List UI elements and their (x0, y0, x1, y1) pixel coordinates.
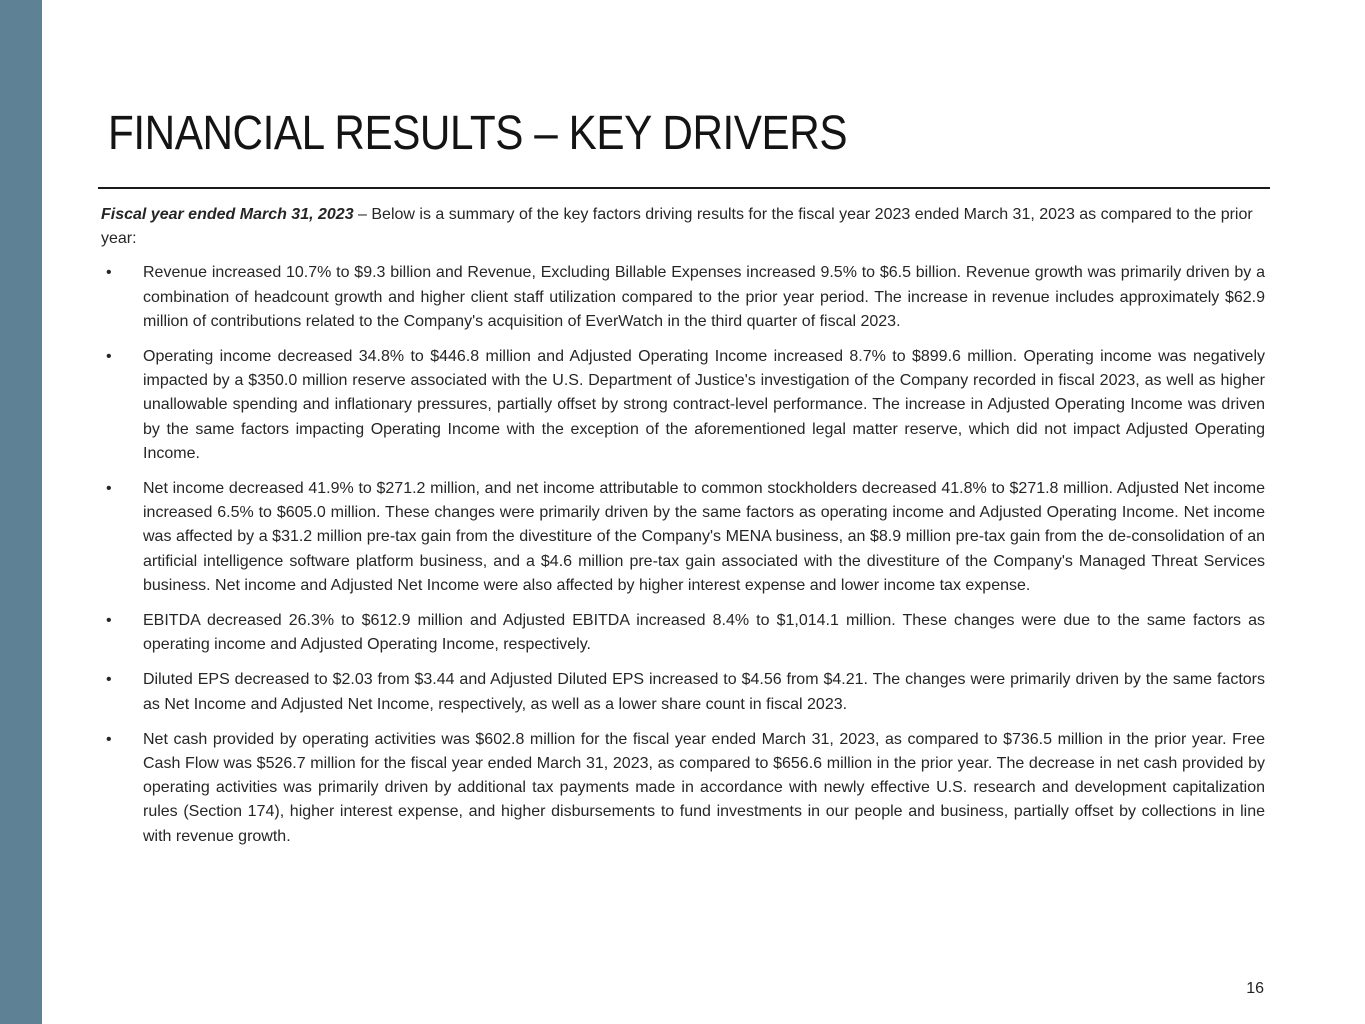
bullet-text-cash-flow: Net cash provided by operating activities was $602.8 million for the fiscal year ended March 31, 2023, as compared to $736.5 million in the prior year. Free Cash Flow was $526.7 million for the fiscal year ended March 31, 2023, as compared to $656.6 million in the prior year. The decrease in net cash provided by operating activities was primarily driven by additional tax payments made in accordance with newly effective U.S. research and development capitalization rules (Section 174), higher interest expense, and higher disbursements to fund investments in our people and business, partially offset by collections in line with revenue growth. (143, 730, 1265, 845)
title-divider (98, 187, 1270, 189)
intro-paragraph (101, 203, 1265, 251)
bullet-marker: • (106, 348, 112, 366)
bullet-text-eps: Diluted EPS decreased to $2.03 from $3.44 and Adjusted Diluted EPS increased to $4.56 from $4.21. The changes were primarily driven by the same factors as Net Income and Adjusted Net Income, respectively, as well as a lower share count in fiscal 2023. (143, 671, 1265, 713)
bullet-item-net-income (101, 477, 1265, 598)
bullet-text-net-income: Net income decreased 41.9% to $271.2 million, and net income attributable to common stockholders decreased 41.8% to $271.8 million. Adjusted Net income increased 6.5% to $605.0 million. These changes were primarily driven by the same factors as operating income and Adjusted Operating Income. Net income was affected by a $31.2 million pre-tax gain from the divestiture of the Company's MENA business, an $8.9 million pre-tax gain from the de-consolidation of an artificial intelligence software platform business, and a $4.6 million pre-tax gain associated with the divestiture of the Company's Managed Threat Services business. Net income and Adjusted Net Income were also affected by higher interest expense and lower income tax expense. (143, 480, 1265, 594)
bullet-marker: • (106, 264, 112, 282)
bullet-item-cash-flow (101, 728, 1265, 849)
bullet-marker: • (106, 480, 112, 498)
bullet-text-revenue: Revenue increased 10.7% to $9.3 billion and Revenue, Excluding Billable Expenses increased 9.5% to $6.5 billion. Revenue growth was primarily driven by a combination of headcount growth and higher client staff utilization compared to the prior year period. The increase in revenue includes approximately $62.9 million of contributions related to the Company's acquisition of EverWatch in the third quarter of fiscal 2023. (143, 264, 1265, 330)
bullet-text-operating-income: Operating income decreased 34.8% to $446.8 million and Adjusted Operating Income increased 8.7% to $899.6 million. Operating income was negatively impacted by a $350.0 million reserve associated with the U.S. Department of Justice's investigation of the Company recorded in fiscal 2023, as well as higher unallowable spending and inflationary pressures, partially offset by strong contract-level performance. The increase in Adjusted Operating Income was driven by the same factors impacting Operating Income with the exception of the aforementioned legal matter reserve, which did not impact Adjusted Operating Income. (143, 348, 1265, 462)
accent-side-bar (0, 0, 42, 1024)
slide-title: FINANCIAL RESULTS – KEY DRIVERS (108, 107, 848, 160)
bullet-item-eps (101, 668, 1265, 716)
key-drivers-list (101, 261, 1265, 848)
bullet-marker: • (106, 612, 112, 630)
bullet-marker: • (106, 671, 112, 689)
bullet-item-revenue (101, 261, 1265, 334)
slide-content (101, 203, 1265, 860)
intro-text: – Below is a summary of the key factors driving results for the fiscal year 2023 ended March 31, 2023 as compared to the prior year: (101, 206, 1253, 248)
page-number: 16 (1246, 980, 1264, 997)
bullet-marker: • (106, 730, 112, 748)
intro-lead: Fiscal year ended March 31, 2023 (101, 206, 354, 223)
bullet-text-ebitda: EBITDA decreased 26.3% to $612.9 million and Adjusted EBITDA increased 8.4% to $1,014.1 million. These changes were due to the same factors as operating income and Adjusted Operating Income, respectively. (143, 612, 1265, 654)
bullet-item-operating-income (101, 345, 1265, 466)
bullet-item-ebitda (101, 609, 1265, 657)
